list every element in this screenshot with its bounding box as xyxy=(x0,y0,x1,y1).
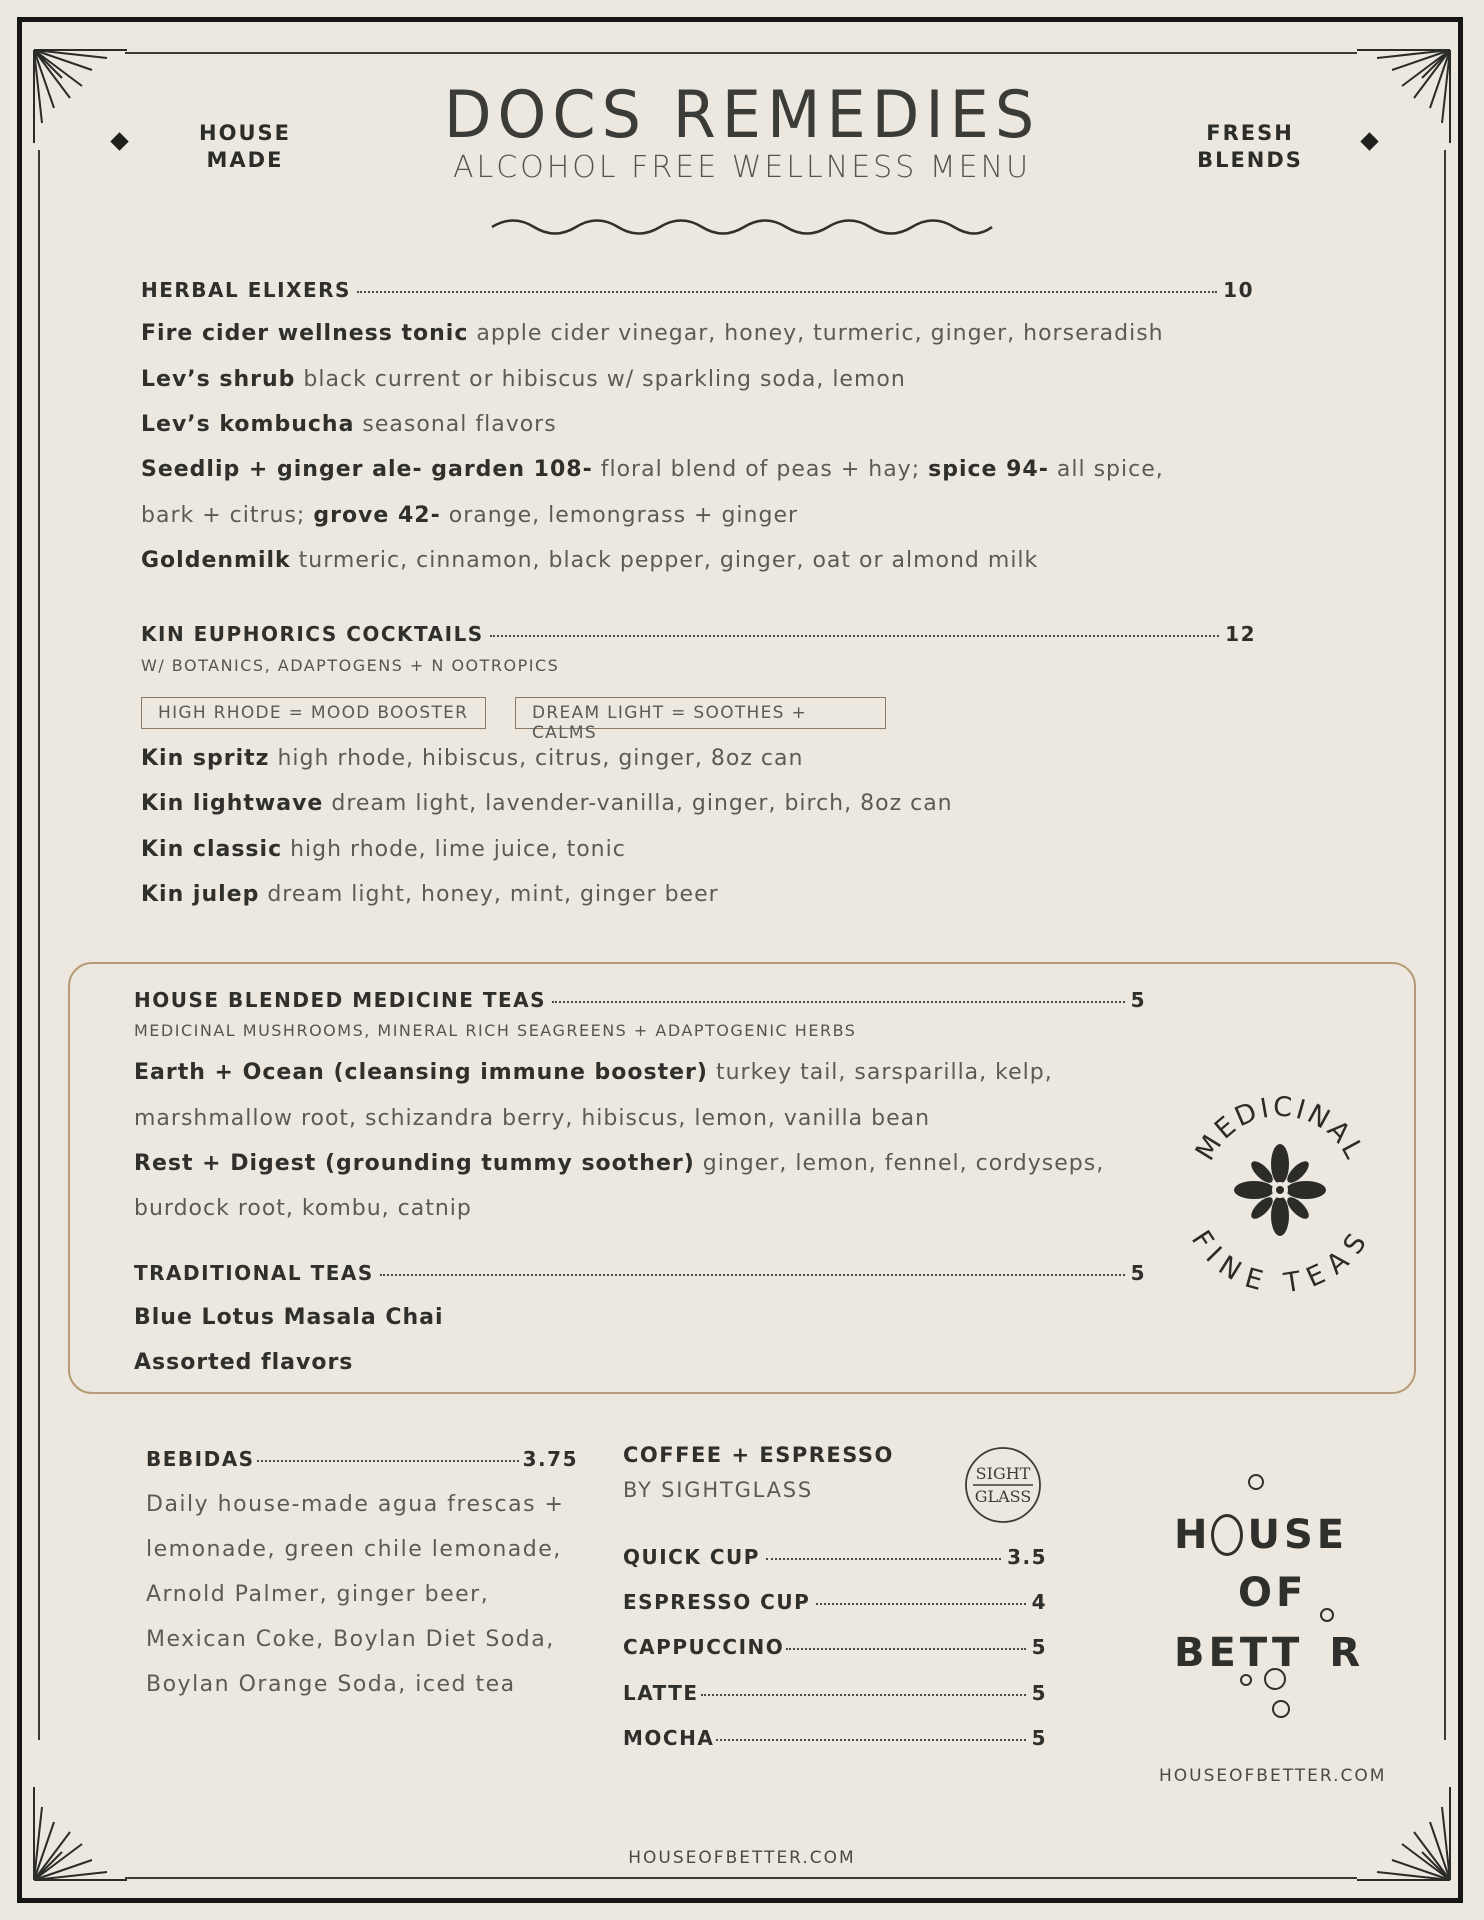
coffee-item-name: CAPPUCCINO xyxy=(623,1635,785,1659)
menu-item xyxy=(141,791,953,816)
inner-frame-bottom xyxy=(125,1877,1357,1879)
bebidas-line: lemonade, green chile lemonade, xyxy=(146,1537,562,1562)
sightglass-logo-icon xyxy=(963,1445,1043,1525)
coffee-item-row xyxy=(623,1635,1047,1659)
coffee-item-price: 5 xyxy=(1031,1726,1047,1750)
logo-dot-icon xyxy=(1264,1668,1286,1690)
dot-leader xyxy=(380,1274,1125,1276)
traditional-teas-price: 5 xyxy=(1130,1261,1146,1285)
item-desc: turkey tail, sarsparilla, kelp, xyxy=(707,1060,1053,1085)
item-name: Seedlip + ginger ale- garden 108- xyxy=(141,457,593,482)
dot-leader xyxy=(552,1001,1125,1003)
svg-text:FINE TEAS xyxy=(1185,1225,1375,1299)
item-desc: dream light, lavender-vanilla, ginger, birch, 8oz can xyxy=(323,791,953,816)
menu-item xyxy=(134,1305,444,1330)
menu-item xyxy=(141,412,557,437)
coffee-item-name: MOCHA xyxy=(623,1726,715,1750)
item-name: Kin julep xyxy=(141,882,260,907)
kin-caption: W/ BOTANICS, ADAPTOGENS + N OOTROPICS xyxy=(141,656,560,675)
house-made-line-1: HOUSE xyxy=(199,121,291,145)
item-desc: high rhode, lime juice, tonic xyxy=(282,837,626,862)
medicine-teas-price: 5 xyxy=(1130,988,1146,1012)
bebidas-line: Daily house-made agua frescas + xyxy=(146,1492,565,1517)
item-name: Earth + Ocean (cleansing immune booster) xyxy=(134,1060,708,1085)
menu-item xyxy=(141,321,1164,346)
coffee-item-name: ESPRESSO CUP xyxy=(623,1590,811,1614)
traditional-teas-heading: TRADITIONAL TEAS xyxy=(134,1261,374,1285)
item-name: Rest + Digest (grounding tummy soother) xyxy=(134,1151,695,1176)
coffee-item-name: LATTE xyxy=(623,1681,699,1705)
menu-item xyxy=(134,1196,472,1221)
medicine-teas-caption: MEDICINAL MUSHROOMS, MINERAL RICH SEAGREENS + ADAPTOGENIC HERBS xyxy=(134,1021,857,1040)
bebidas-line: Boylan Orange Soda, iced tea xyxy=(146,1672,516,1697)
bebidas-line: Arnold Palmer, ginger beer, xyxy=(146,1582,490,1607)
menu-item xyxy=(134,1350,353,1375)
dot-leader xyxy=(716,1739,1025,1741)
herbal-price: 10 xyxy=(1223,278,1254,302)
item-name: Blue Lotus Masala Chai xyxy=(134,1305,444,1330)
item-name: spice 94- xyxy=(928,457,1049,482)
item-name: Fire cider wellness tonic xyxy=(141,321,469,346)
logo-o-icon xyxy=(1211,1514,1243,1556)
logo-r: R xyxy=(1329,1630,1365,1676)
logo-bett: BETT xyxy=(1174,1630,1304,1676)
kin-heading-row xyxy=(141,622,1256,646)
dot-leader xyxy=(766,1558,1001,1560)
item-desc: bark + citrus; xyxy=(141,503,314,528)
house-of-better-logo xyxy=(1160,1470,1380,1730)
logo-line-2: OF xyxy=(1238,1570,1308,1616)
item-name: Goldenmilk xyxy=(141,548,291,573)
coffee-item-row xyxy=(623,1726,1047,1750)
page-subtitle: ALCOHOL FREE WELLNESS MENU xyxy=(452,150,1032,185)
logo-dot-icon xyxy=(1320,1608,1334,1622)
dot-leader xyxy=(257,1460,519,1462)
coffee-item-price: 3.5 xyxy=(1007,1545,1047,1569)
coffee-item-row xyxy=(623,1681,1047,1705)
menu-item xyxy=(134,1060,1053,1085)
item-desc: black current or hibiscus w/ sparkling soda, lemon xyxy=(295,367,906,392)
coffee-heading: COFFEE + ESPRESSO xyxy=(623,1443,894,1467)
dot-leader xyxy=(786,1648,1025,1650)
item-desc: seasonal flavors xyxy=(354,412,557,437)
footer-url: HOUSEOFBETTER.COM xyxy=(628,1848,856,1868)
item-desc: ginger, lemon, fennel, cordyseps, xyxy=(694,1151,1105,1176)
bebidas-line: Mexican Coke, Boylan Diet Soda, xyxy=(146,1627,555,1652)
kin-heading: KIN EUPHORICS COCKTAILS xyxy=(141,622,484,646)
inner-frame-right xyxy=(1444,150,1446,1740)
item-desc: high rhode, hibiscus, citrus, ginger, 8oz can xyxy=(269,746,804,771)
logo-use: USE xyxy=(1247,1512,1349,1558)
item-name: Kin lightwave xyxy=(141,791,324,816)
logo-dot-icon xyxy=(1240,1674,1252,1686)
logo-line-1 xyxy=(1174,1512,1348,1558)
coffee-item-price: 4 xyxy=(1031,1590,1047,1614)
inner-frame-top xyxy=(125,52,1357,54)
item-name: Lev’s kombucha xyxy=(141,412,355,437)
item-name: Kin spritz xyxy=(141,746,270,771)
item-name: grove 42- xyxy=(313,503,441,528)
menu-item xyxy=(141,882,719,907)
herbal-heading-row xyxy=(141,278,1254,302)
coffee-item-row xyxy=(623,1590,1047,1614)
item-desc: all spice, xyxy=(1048,457,1164,482)
fresh-blends-line-2: BLENDS xyxy=(1197,148,1303,172)
dot-leader xyxy=(816,1603,1025,1605)
dot-leader xyxy=(701,1694,1026,1696)
house-made-line-2: MADE xyxy=(206,148,284,172)
item-desc: orange, lemongrass + ginger xyxy=(440,503,799,528)
item-desc: burdock root, kombu, catnip xyxy=(134,1196,472,1221)
menu-item xyxy=(141,367,906,392)
medicinal-fine-teas-badge xyxy=(1180,1080,1380,1300)
brand-url: HOUSEOFBETTER.COM xyxy=(1159,1766,1387,1786)
tag-high-rhode: HIGH RHODE = MOOD BOOSTER xyxy=(141,697,486,729)
bebidas-price: 3.75 xyxy=(522,1447,578,1471)
item-desc: apple cider vinegar, honey, turmeric, ginger, horseradish xyxy=(468,321,1164,346)
coffee-item-price: 5 xyxy=(1031,1681,1047,1705)
logo-dot-icon xyxy=(1272,1700,1290,1718)
kin-price: 12 xyxy=(1225,622,1256,646)
menu-item xyxy=(141,837,626,862)
inner-frame-left xyxy=(38,150,40,1740)
menu-item xyxy=(141,548,1038,573)
bebidas-heading-row xyxy=(146,1447,578,1471)
badge-bottom-text: FINE TEAS xyxy=(1184,1225,1376,1300)
item-name: Assorted flavors xyxy=(134,1350,354,1375)
menu-item xyxy=(141,746,803,771)
coffee-item-row xyxy=(623,1545,1047,1569)
traditional-teas-heading-row xyxy=(134,1261,1146,1285)
menu-item xyxy=(141,457,1164,482)
coffee-subheading: BY SIGHTGLASS xyxy=(623,1478,814,1502)
badge-top-text: MEDICINAL xyxy=(1189,1091,1371,1167)
wave-divider-icon xyxy=(490,212,994,242)
item-desc: dream light, honey, mint, ginger beer xyxy=(259,882,719,907)
menu-item xyxy=(141,503,798,528)
dot-leader xyxy=(490,635,1219,637)
menu-item xyxy=(134,1106,930,1131)
logo-dot-icon xyxy=(1248,1474,1264,1490)
sightglass-logo-line-1: SIGHT xyxy=(975,1464,1031,1483)
coffee-item-name: QUICK CUP xyxy=(623,1545,760,1569)
item-desc: marshmallow root, schizandra berry, hibiscus, lemon, vanilla bean xyxy=(134,1106,931,1131)
item-desc: floral blend of peas + hay; xyxy=(592,457,929,482)
fresh-blends-line-1: FRESH xyxy=(1206,121,1294,145)
coffee-item-price: 5 xyxy=(1031,1635,1047,1659)
logo-h: H xyxy=(1174,1512,1212,1558)
medicine-teas-heading-row xyxy=(134,988,1146,1012)
page-title: DOCS REMEDIES xyxy=(443,76,1041,153)
tag-dream-light: DREAM LIGHT = SOOTHES + CALMS xyxy=(515,697,886,729)
bebidas-heading: BEBIDAS xyxy=(146,1447,255,1471)
medicine-teas-heading: HOUSE BLENDED MEDICINE TEAS xyxy=(134,988,547,1012)
menu-item xyxy=(134,1151,1104,1176)
herbal-heading: HERBAL ELIXERS xyxy=(141,278,351,302)
item-name: Kin classic xyxy=(141,837,283,862)
sightglass-logo-line-2: GLASS xyxy=(974,1487,1032,1506)
item-desc: turmeric, cinnamon, black pepper, ginger, oat or almond milk xyxy=(290,548,1039,573)
dot-leader xyxy=(357,291,1217,293)
item-name: Lev’s shrub xyxy=(141,367,296,392)
flower-icon xyxy=(1234,1144,1326,1236)
